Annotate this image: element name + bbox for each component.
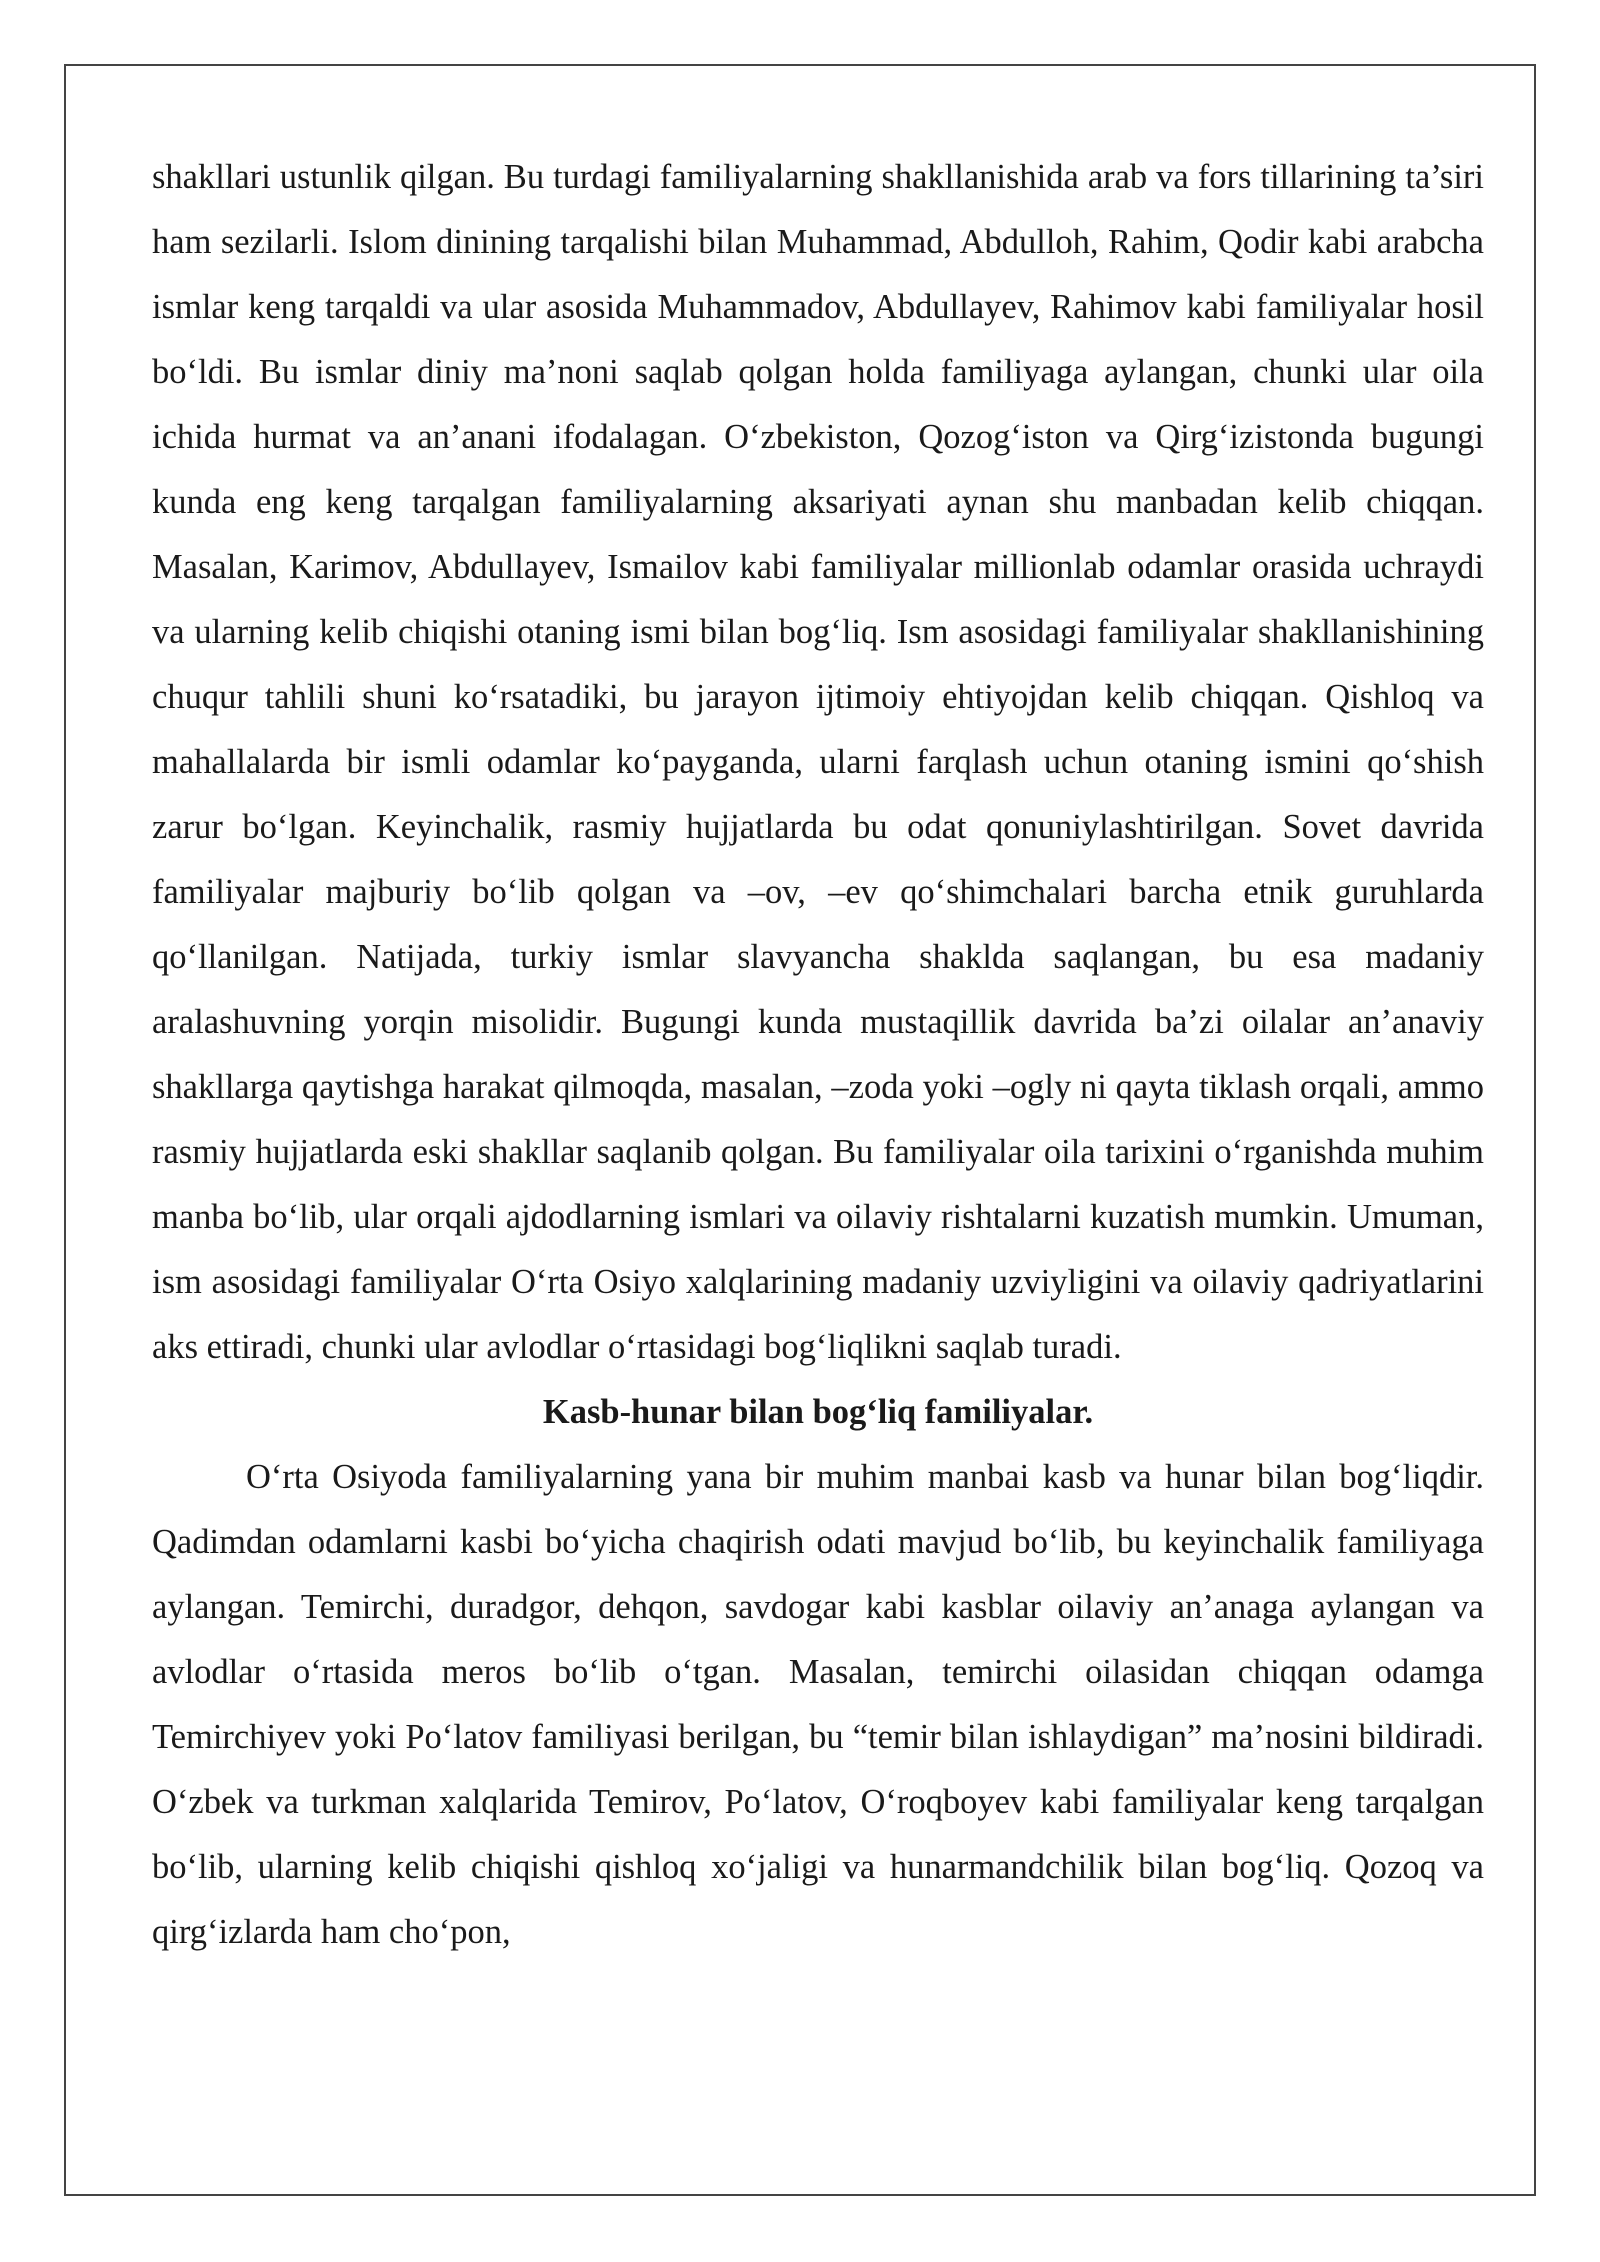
body-paragraph: shakllari ustunlik qilgan. Bu turdagi familiyalarning shakllanishida arab va fors tillarining ta’siri ham sezilarli. Islom dinining tarqalishi bilan Muhammad, Abdulloh, Rahim, Qodir kabi arabcha ismlar keng tarqaldi va ular asosida Muhammadov, Abdullayev, Rahimov kabi familiyalar hosil bo‘ldi. Bu ismlar diniy ma’noni saqlab qolgan holda familiyaga aylangan, chunki ular oila ichida hurmat va an’anani ifodalagan. O‘zbekiston, Qozog‘iston va Qirg‘izistonda bugungi kunda eng keng tarqalgan familiyalarning aksariyati aynan shu manbadan kelib chiqqan. Masalan, Karimov, Abdullayev, Ismailov kabi familiyalar millionlab odamlar orasida uchraydi va ularning kelib chiqishi otaning ismi bilan bog‘liq. Ism asosidagi familiyalar shakllanishining chuqur tahlili shuni ko‘rsatadiki, bu jarayon ijtimoiy ehtiyojdan kelib chiqqan. Qishloq va mahallalarda bir ismli odamlar ko‘payganda, ularni farqlash uchun otaning ismini qo‘shish zarur bo‘lgan. Keyinchalik, rasmiy hujjatlarda bu odat qonuniylashtirilgan. Sovet davrida familiyalar majburiy bo‘lib qolgan va –ov, –ev qo‘shimchalari barcha etnik guruhlarda qo‘llanilgan. Natijada, turkiy ismlar slavyancha shaklda saqlangan, bu esa madaniy aralashuvning yorqin misolidir. Bugungi kunda mustaqillik davrida ba’zi oilalar an’anaviy shakllarga qaytishga harakat qilmoqda, masalan, –zoda yoki –ogly ni qayta tiklash orqali, ammo rasmiy hujjatlarda eski shakllar saqlanib qolgan. Bu familiyalar oila tarixini o‘rganishda muhim manba bo‘lib, ular orqali ajdodlarning ismlari va oilaviy rishtalarni kuzatish mumkin. Umuman, ism asosidagi familiyalar O‘rta Osiyo xalqlarining madaniy uzviyligini va oilaviy qadriyatlarini aks ettiradi, chunki ular avlodlar o‘rtasidagi bog‘liqlikni saqlab turadi.	[152, 158, 1484, 1366]
section-heading: Kasb-hunar bilan bog‘liq familiyalar.	[542, 1393, 1094, 1431]
document-body	[152, 145, 1484, 1965]
body-paragraph: O‘rta Osiyoda familiyalarning yana bir muhim manbai kasb va hunar bilan bog‘liqdir. Qadimdan odamlarni kasbi bo‘yicha chaqirish odati mavjud bo‘lib, bu keyinchalik familiyaga aylangan. Temirchi, duradgor, dehqon, savdogar kabi kasblar oilaviy an’anaga aylangan va avlodlar o‘rtasida meros bo‘lib o‘tgan. Masalan, temirchi oilasidan chiqqan odamga Temirchiyev yoki Po‘latov familiyasi berilgan, bu “temir bilan ishlaydigan” ma’nosini bildiradi. O‘zbek va turkman xalqlarida Temirov, Po‘latov, O‘roqboyev kabi familiyalar keng tarqalgan bo‘lib, ularning kelib chiqishi qishloq xo‘jaligi va hunarmandchilik bilan bog‘liq. Qozoq va qirg‘izlarda ham cho‘pon,	[152, 1458, 1484, 1951]
